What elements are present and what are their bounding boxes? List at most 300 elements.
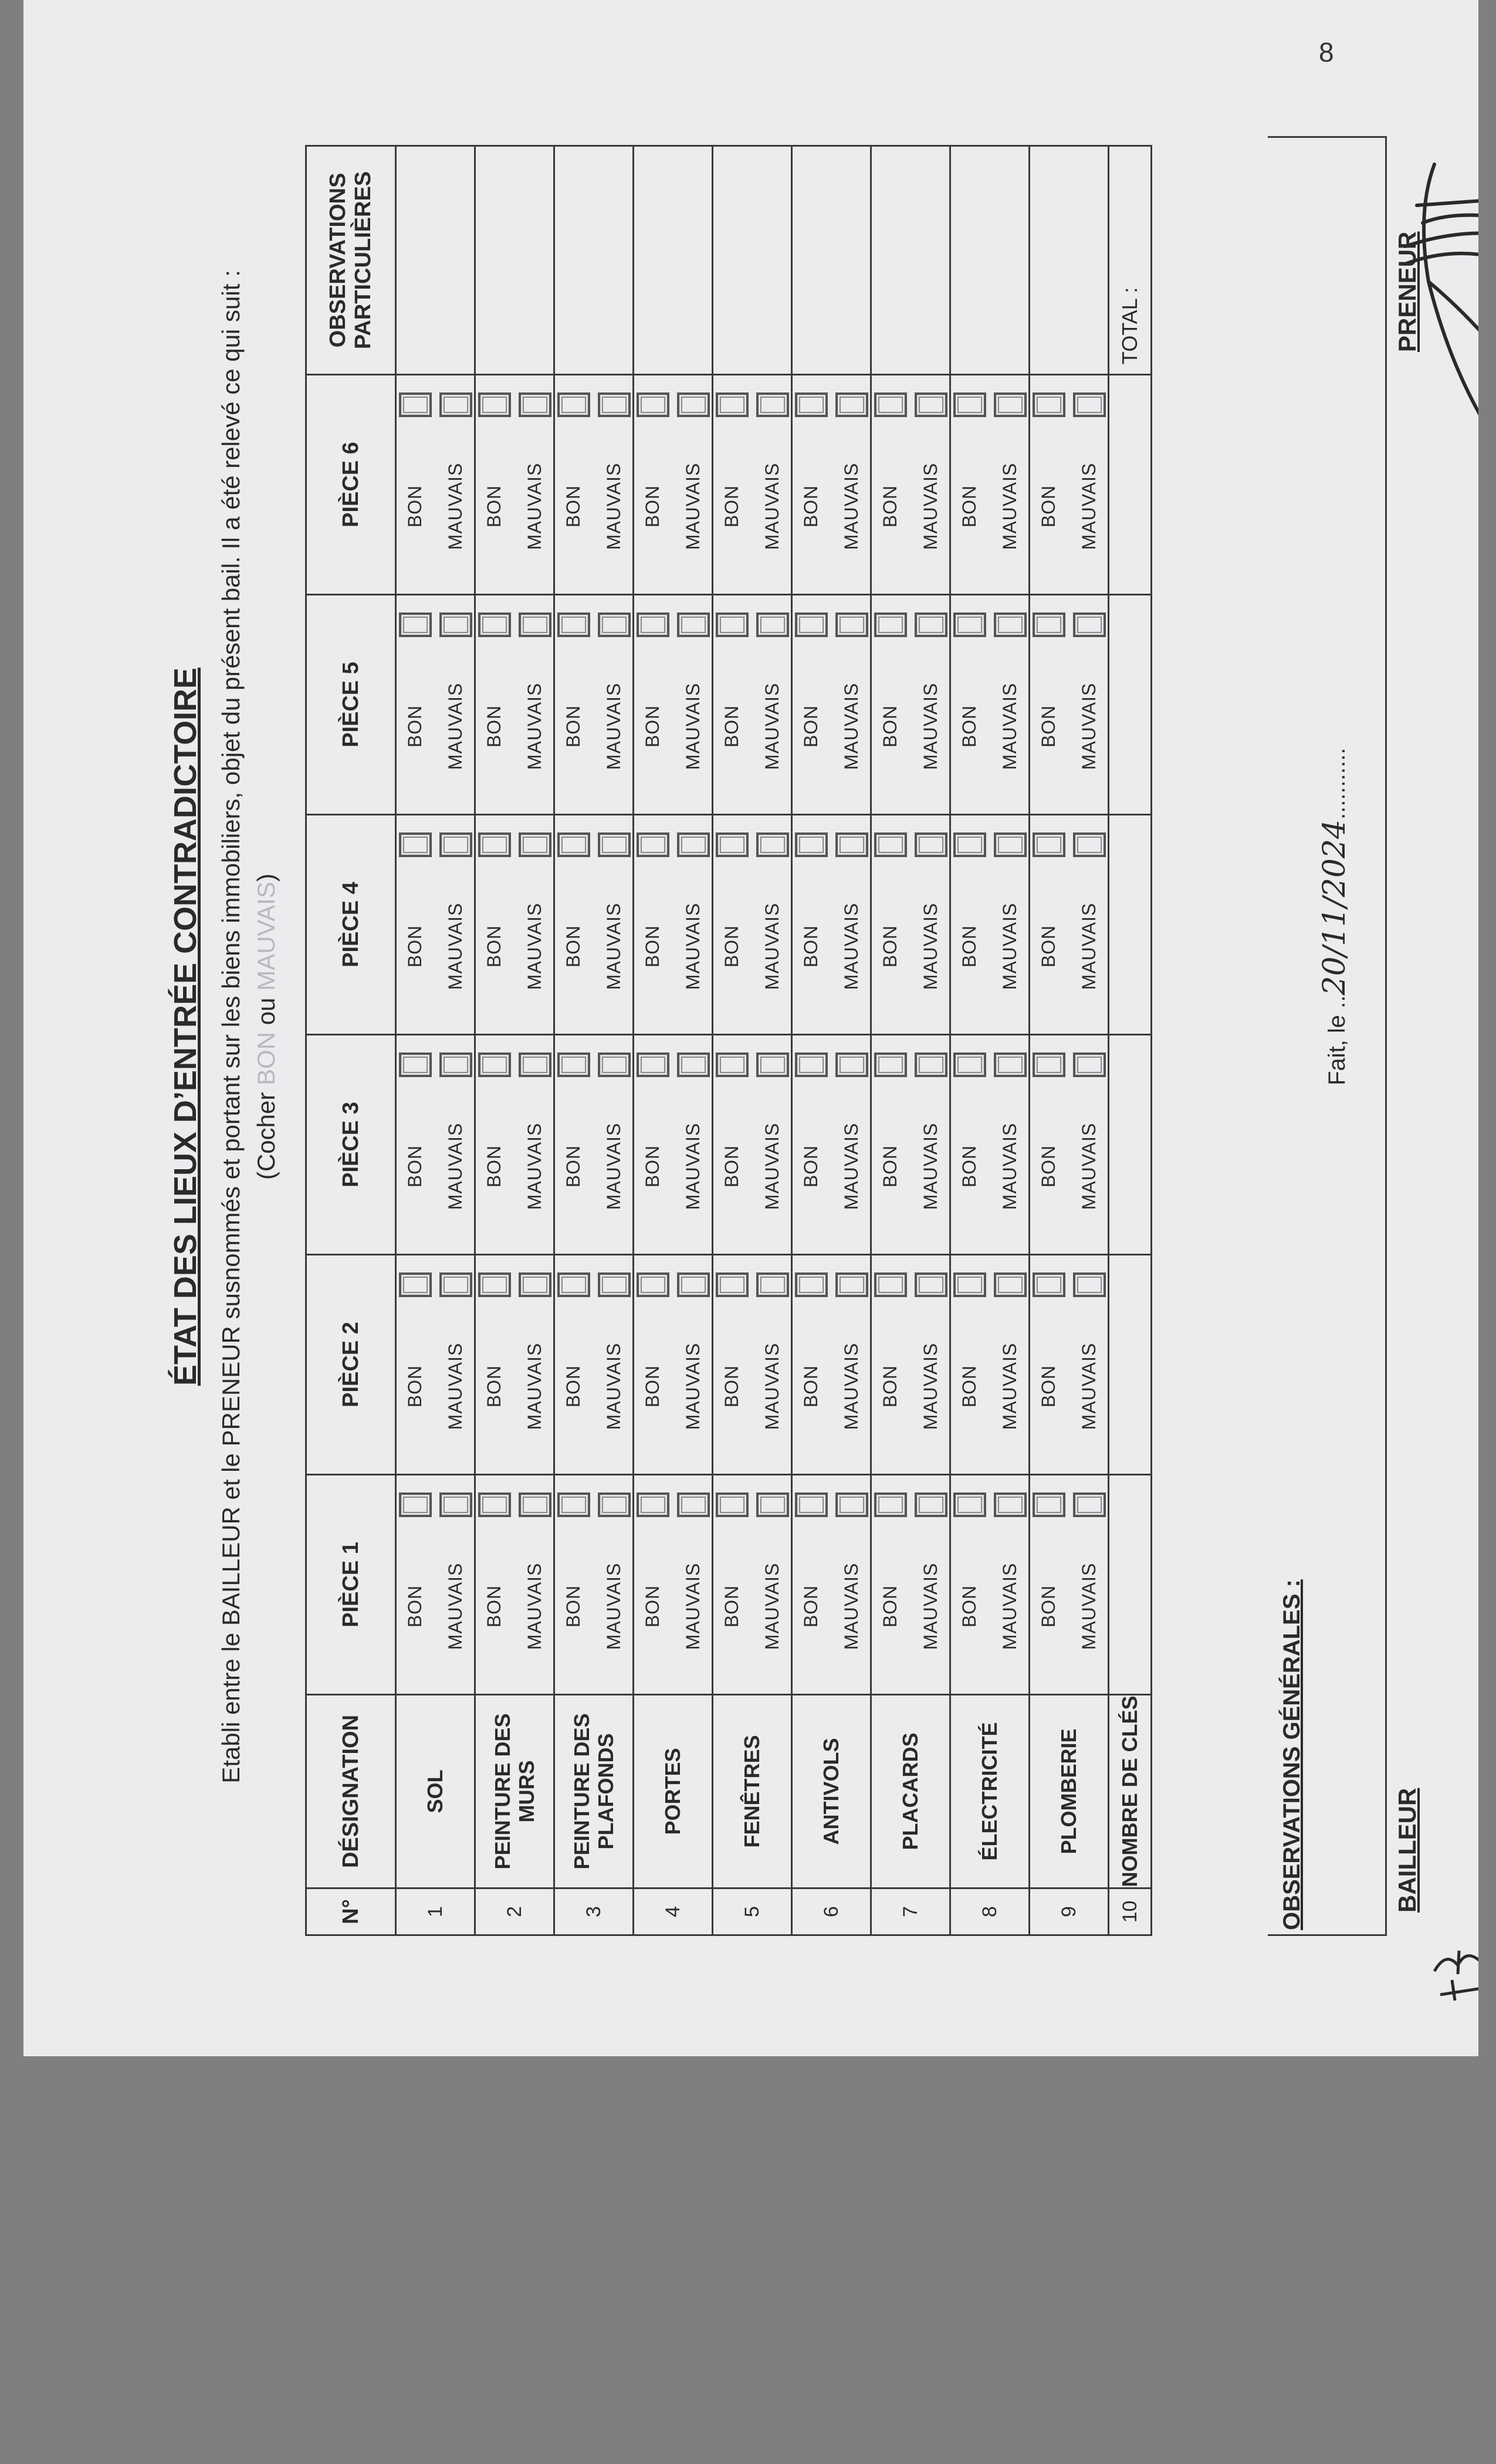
bad-checkbox[interactable]: [994, 832, 1027, 857]
bad-checkbox[interactable]: [994, 392, 1027, 417]
bad-checkbox[interactable]: [994, 1272, 1027, 1297]
piece-5-cell: [713, 595, 792, 815]
option-bad-label: MAUVAIS: [682, 1562, 703, 1650]
bad-checkbox[interactable]: [1073, 392, 1106, 417]
table-row: [713, 146, 792, 1935]
bad-checkbox[interactable]: [439, 1052, 472, 1077]
row-designation: PORTES: [634, 1695, 713, 1888]
option-bad-label: MAUVAIS: [524, 682, 545, 770]
piece-1-cell: [396, 1475, 475, 1695]
option-good-label: BON: [404, 1145, 425, 1188]
row-number: 2: [475, 1888, 554, 1935]
piece-6-cell: [396, 375, 475, 595]
piece-6-cell: [1030, 375, 1109, 595]
option-bad-label: MAUVAIS: [603, 1122, 624, 1210]
condition-cell: [397, 375, 474, 594]
keys-piece-3[interactable]: [1109, 1035, 1152, 1255]
bad-checkbox[interactable]: [598, 612, 631, 637]
condition-cell: [951, 1035, 1028, 1254]
bad-checkbox[interactable]: [439, 1492, 472, 1517]
keys-piece-1[interactable]: [1109, 1475, 1152, 1695]
option-bad-label: MAUVAIS: [999, 682, 1020, 770]
option-bad-label: MAUVAIS: [524, 1122, 545, 1210]
good-checkbox[interactable]: [399, 832, 432, 857]
observation-cell[interactable]: [1030, 146, 1109, 375]
good-checkbox[interactable]: [637, 832, 669, 857]
good-checkbox[interactable]: [399, 612, 432, 637]
option-bad-label: MAUVAIS: [524, 462, 545, 550]
good-checkbox[interactable]: [795, 392, 828, 417]
piece-3-cell: [950, 1035, 1030, 1255]
piece-3-cell: [475, 1035, 554, 1255]
option-good-label: BON: [800, 1585, 821, 1628]
observation-cell[interactable]: [950, 146, 1030, 375]
good-checkbox[interactable]: [953, 1272, 986, 1297]
option-good-label: BON: [404, 705, 425, 748]
bad-checkbox[interactable]: [1073, 1492, 1106, 1517]
bad-checkbox[interactable]: [677, 392, 710, 417]
option-bad-label: MAUVAIS: [1078, 1122, 1099, 1210]
option-bad-label: MAUVAIS: [761, 1122, 783, 1210]
good-checkbox[interactable]: [874, 1052, 907, 1077]
option-bad-label: MAUVAIS: [1078, 1342, 1099, 1430]
bad-checkbox[interactable]: [835, 392, 868, 417]
header-piece-5: PIÈCE 5: [306, 595, 396, 815]
good-checkbox[interactable]: [795, 832, 828, 857]
bad-checkbox[interactable]: [756, 1492, 789, 1517]
piece-1-cell: [950, 1475, 1030, 1695]
good-checkbox[interactable]: [637, 1492, 669, 1517]
bad-checkbox[interactable]: [915, 832, 947, 857]
option-good-label: BON: [879, 485, 901, 528]
preneur-label: PRENEUR: [1393, 231, 1421, 352]
good-checkbox[interactable]: [795, 612, 828, 637]
good-checkbox[interactable]: [1033, 1052, 1065, 1077]
option-good-label: BON: [800, 925, 821, 968]
bad-checkbox[interactable]: [677, 1052, 710, 1077]
bad-checkbox[interactable]: [519, 1052, 551, 1077]
bad-checkbox[interactable]: [1073, 612, 1106, 637]
option-bad-label: MAUVAIS: [920, 462, 941, 550]
row-number: 6: [792, 1888, 871, 1935]
good-checkbox[interactable]: [953, 392, 986, 417]
good-checkbox[interactable]: [399, 1492, 432, 1517]
option-bad-label: MAUVAIS: [1078, 1562, 1099, 1650]
condition-cell: [555, 815, 632, 1034]
good-checkbox[interactable]: [716, 832, 749, 857]
piece-1-cell: [713, 1475, 792, 1695]
option-good-label: BON: [800, 705, 821, 748]
bad-checkbox[interactable]: [677, 1272, 710, 1297]
good-checkbox[interactable]: [874, 832, 907, 857]
good-checkbox[interactable]: [716, 612, 749, 637]
condition-cell: [634, 375, 712, 594]
option-good-label: BON: [642, 1145, 663, 1188]
fait-suffix: ...........: [1324, 747, 1350, 820]
observation-cell[interactable]: [554, 146, 634, 375]
piece-5-cell: [475, 595, 554, 815]
option-good-label: BON: [959, 705, 980, 748]
piece-4-cell: [950, 815, 1030, 1035]
good-checkbox[interactable]: [478, 1272, 511, 1297]
good-checkbox[interactable]: [399, 1052, 432, 1077]
bad-checkbox[interactable]: [915, 1492, 947, 1517]
signature-date-line: [1317, 748, 1352, 1085]
good-checkbox[interactable]: [478, 832, 511, 857]
good-checkbox[interactable]: [874, 612, 907, 637]
observation-cell[interactable]: [475, 146, 554, 375]
bad-checkbox[interactable]: [756, 392, 789, 417]
good-checkbox[interactable]: [716, 1492, 749, 1517]
condition-cell: [634, 1475, 712, 1694]
header-observations: OBSERVATIONS PARTICULIÈRES: [306, 146, 396, 375]
condition-cell: [555, 595, 632, 814]
option-good-label: BON: [879, 1365, 901, 1408]
bad-checkbox[interactable]: [598, 392, 631, 417]
bad-checkbox[interactable]: [756, 1272, 789, 1297]
good-checkbox[interactable]: [478, 392, 511, 417]
option-good-label: BON: [721, 485, 742, 528]
condition-cell: [951, 375, 1028, 594]
bad-checkbox[interactable]: [994, 1492, 1027, 1517]
condition-cell: [634, 595, 712, 814]
condition-cell: [476, 1255, 553, 1474]
piece-2-cell: [554, 1255, 634, 1475]
good-checkbox[interactable]: [1033, 612, 1065, 637]
good-checkbox[interactable]: [953, 832, 986, 857]
condition-cell: [397, 815, 474, 1034]
piece-1-cell: [475, 1475, 554, 1695]
condition-cell: [793, 1475, 870, 1694]
row-number: 5: [713, 1888, 792, 1935]
check-instruction: [252, 117, 280, 1936]
page-number: 8: [1319, 37, 1334, 67]
option-bad-label: MAUVAIS: [999, 462, 1020, 550]
option-bad-label: MAUVAIS: [841, 1562, 862, 1650]
good-checkbox[interactable]: [557, 1052, 590, 1077]
option-bad-label: MAUVAIS: [445, 682, 466, 770]
condition-cell: [713, 375, 791, 594]
bad-checkbox[interactable]: [677, 1492, 710, 1517]
condition-cell: [397, 595, 474, 814]
good-checkbox[interactable]: [716, 392, 749, 417]
piece-6-cell: [554, 375, 634, 595]
condition-cell: [476, 1475, 553, 1694]
condition-cell: [555, 375, 632, 594]
bad-checkbox[interactable]: [439, 392, 472, 417]
bad-checkbox[interactable]: [915, 392, 947, 417]
option-good-label: BON: [959, 925, 980, 968]
bailleur-label: BAILLEUR: [1393, 1788, 1421, 1913]
bad-checkbox[interactable]: [915, 1272, 947, 1297]
option-bad-label: MAUVAIS: [761, 462, 783, 550]
good-checkbox[interactable]: [557, 1272, 590, 1297]
option-good-label: BON: [483, 705, 505, 748]
good-checkbox[interactable]: [874, 392, 907, 417]
hint-or: ou: [252, 997, 280, 1025]
option-bad-label: MAUVAIS: [445, 1342, 466, 1430]
option-good-label: BON: [721, 1365, 742, 1408]
condition-cell: [951, 1475, 1028, 1694]
bad-checkbox[interactable]: [439, 832, 472, 857]
observation-cell[interactable]: [713, 146, 792, 375]
keys-row: [1109, 146, 1152, 1935]
bad-checkbox[interactable]: [835, 1272, 868, 1297]
option-bad-label: MAUVAIS: [524, 1342, 545, 1430]
good-checkbox[interactable]: [953, 1492, 986, 1517]
preneur-signature: [1382, 153, 1478, 458]
piece-2-cell: [634, 1255, 713, 1475]
piece-5-cell: [792, 595, 871, 815]
condition-cell: [1030, 1475, 1108, 1694]
option-bad-label: MAUVAIS: [524, 902, 545, 990]
option-good-label: BON: [959, 485, 980, 528]
option-bad-label: MAUVAIS: [445, 1562, 466, 1650]
option-good-label: BON: [721, 1145, 742, 1188]
bad-checkbox[interactable]: [835, 1492, 868, 1517]
bad-checkbox[interactable]: [519, 392, 551, 417]
bad-checkbox[interactable]: [519, 832, 551, 857]
condition-cell: [872, 1035, 949, 1254]
good-checkbox[interactable]: [637, 612, 669, 637]
option-bad-label: MAUVAIS: [841, 682, 862, 770]
bad-checkbox[interactable]: [756, 612, 789, 637]
piece-4-cell: [1030, 815, 1109, 1035]
piece-6-cell: [475, 375, 554, 595]
condition-cell: [1030, 1255, 1108, 1474]
piece-2-cell: [1030, 1255, 1109, 1475]
good-checkbox[interactable]: [1033, 1272, 1065, 1297]
good-checkbox[interactable]: [637, 392, 669, 417]
scanned-page: [23, 0, 1478, 2056]
bad-checkbox[interactable]: [439, 1272, 472, 1297]
option-good-label: BON: [721, 1585, 742, 1628]
good-checkbox[interactable]: [953, 1052, 986, 1077]
keys-piece-5[interactable]: [1109, 595, 1152, 815]
row-number: 1: [396, 1888, 475, 1935]
bad-checkbox[interactable]: [756, 832, 789, 857]
keys-piece-4[interactable]: [1109, 815, 1152, 1035]
table-row: [396, 146, 475, 1935]
bad-checkbox[interactable]: [915, 1052, 947, 1077]
piece-6-cell: [713, 375, 792, 595]
bad-checkbox[interactable]: [598, 1492, 631, 1517]
bad-checkbox[interactable]: [1073, 1272, 1106, 1297]
piece-2-cell: [792, 1255, 871, 1475]
good-checkbox[interactable]: [795, 1052, 828, 1077]
piece-3-cell: [792, 1035, 871, 1255]
bad-checkbox[interactable]: [1073, 832, 1106, 857]
option-bad-label: MAUVAIS: [999, 1342, 1020, 1430]
condition-cell: [1030, 595, 1108, 814]
option-good-label: BON: [563, 1365, 584, 1408]
observation-cell[interactable]: [396, 146, 475, 375]
option-good-label: BON: [404, 485, 425, 528]
good-checkbox[interactable]: [716, 1052, 749, 1077]
condition-cell: [951, 595, 1028, 814]
observation-cell[interactable]: [871, 146, 950, 375]
condition-cell: [476, 1035, 553, 1254]
good-checkbox[interactable]: [478, 1492, 511, 1517]
option-bad-label: MAUVAIS: [682, 1122, 703, 1210]
option-bad-label: MAUVAIS: [920, 1562, 941, 1650]
good-checkbox[interactable]: [557, 1492, 590, 1517]
good-checkbox[interactable]: [874, 1272, 907, 1297]
option-bad-label: MAUVAIS: [682, 1342, 703, 1430]
good-checkbox[interactable]: [557, 612, 590, 637]
good-checkbox[interactable]: [557, 392, 590, 417]
bad-checkbox[interactable]: [519, 1492, 551, 1517]
piece-4-cell: [634, 815, 713, 1035]
good-checkbox[interactable]: [953, 612, 986, 637]
piece-4-cell: [871, 815, 950, 1035]
condition-cell: [713, 595, 791, 814]
piece-3-cell: [871, 1035, 950, 1255]
good-checkbox[interactable]: [399, 392, 432, 417]
condition-cell: [397, 1475, 474, 1694]
option-good-label: BON: [800, 1365, 821, 1408]
bad-checkbox[interactable]: [835, 612, 868, 637]
option-bad-label: MAUVAIS: [1078, 682, 1099, 770]
condition-cell: [634, 1035, 712, 1254]
bad-checkbox[interactable]: [598, 1272, 631, 1297]
condition-cell: [951, 1255, 1028, 1474]
keys-piece-6[interactable]: [1109, 375, 1152, 595]
bad-checkbox[interactable]: [439, 612, 472, 637]
option-bad-label: MAUVAIS: [445, 462, 466, 550]
row-number: 3: [554, 1888, 634, 1935]
option-bad-label: MAUVAIS: [445, 1122, 466, 1210]
option-good-label: BON: [879, 1145, 901, 1188]
option-bad-label: MAUVAIS: [603, 1342, 624, 1430]
condition-cell: [555, 1475, 632, 1694]
bad-checkbox[interactable]: [835, 1052, 868, 1077]
row-designation: PLACARDS: [871, 1695, 950, 1888]
option-bad-label: MAUVAIS: [682, 462, 703, 550]
option-good-label: BON: [642, 1365, 663, 1408]
condition-cell: [951, 815, 1028, 1034]
option-good-label: BON: [800, 1145, 821, 1188]
good-checkbox[interactable]: [557, 832, 590, 857]
good-checkbox[interactable]: [1033, 832, 1065, 857]
observation-cell[interactable]: [634, 146, 713, 375]
condition-cell: [1030, 375, 1108, 594]
condition-cell: [397, 1035, 474, 1254]
condition-cell: [476, 375, 553, 594]
option-bad-label: MAUVAIS: [841, 1122, 862, 1210]
row-designation: PEINTURE DES PLAFONDS: [554, 1695, 634, 1888]
option-good-label: BON: [483, 1145, 505, 1188]
good-checkbox[interactable]: [478, 1052, 511, 1077]
bad-checkbox[interactable]: [994, 612, 1027, 637]
piece-1-cell: [1030, 1475, 1109, 1695]
piece-3-cell: [1030, 1035, 1109, 1255]
option-good-label: BON: [642, 485, 663, 528]
good-checkbox[interactable]: [637, 1272, 669, 1297]
piece-6-cell: [792, 375, 871, 595]
condition-cell: [872, 1255, 949, 1474]
bad-checkbox[interactable]: [598, 1052, 631, 1077]
piece-2-cell: [871, 1255, 950, 1475]
option-bad-label: MAUVAIS: [524, 1562, 545, 1650]
good-checkbox[interactable]: [1033, 392, 1065, 417]
good-checkbox[interactable]: [795, 1492, 828, 1517]
piece-3-cell: [634, 1035, 713, 1255]
option-good-label: BON: [959, 1365, 980, 1408]
condition-cell: [793, 1035, 870, 1254]
table-row: [1030, 146, 1109, 1935]
option-good-label: BON: [483, 1585, 505, 1628]
hint-suffix: ): [252, 873, 280, 882]
option-good-label: BON: [642, 925, 663, 968]
piece-5-cell: [634, 595, 713, 815]
inventory-table: [305, 145, 1152, 1936]
option-bad-label: MAUVAIS: [761, 902, 783, 990]
condition-cell: [793, 1255, 870, 1474]
option-good-label: BON: [1038, 705, 1059, 748]
piece-4-cell: [396, 815, 475, 1035]
good-checkbox[interactable]: [399, 1272, 432, 1297]
condition-cell: [872, 595, 949, 814]
good-checkbox[interactable]: [795, 1272, 828, 1297]
condition-cell: [476, 815, 553, 1034]
option-bad-label: MAUVAIS: [682, 682, 703, 770]
bad-checkbox[interactable]: [519, 612, 551, 637]
bad-checkbox[interactable]: [677, 612, 710, 637]
table-row: [950, 146, 1030, 1935]
option-good-label: BON: [563, 1585, 584, 1628]
condition-cell: [793, 595, 870, 814]
bad-checkbox[interactable]: [677, 832, 710, 857]
good-checkbox[interactable]: [478, 612, 511, 637]
option-bad-label: MAUVAIS: [603, 682, 624, 770]
condition-cell: [397, 1255, 474, 1474]
row-number: 4: [634, 1888, 713, 1935]
condition-cell: [713, 1035, 791, 1254]
option-bad-label: MAUVAIS: [841, 902, 862, 990]
keys-total: TOTAL :: [1109, 146, 1152, 375]
bad-checkbox[interactable]: [915, 612, 947, 637]
option-good-label: BON: [563, 925, 584, 968]
piece-1-cell: [792, 1475, 871, 1695]
piece-3-cell: [554, 1035, 634, 1255]
row-number: 8: [950, 1888, 1030, 1935]
bad-checkbox[interactable]: [756, 1052, 789, 1077]
bad-checkbox[interactable]: [835, 832, 868, 857]
piece-3-cell: [396, 1035, 475, 1255]
good-checkbox[interactable]: [874, 1492, 907, 1517]
bad-checkbox[interactable]: [598, 832, 631, 857]
bad-checkbox[interactable]: [994, 1052, 1027, 1077]
row-designation: FENÊTRES: [713, 1695, 792, 1888]
good-checkbox[interactable]: [1033, 1492, 1065, 1517]
option-bad-label: MAUVAIS: [999, 902, 1020, 990]
condition-cell: [872, 1475, 949, 1694]
piece-6-cell: [950, 375, 1030, 595]
table-row: [634, 146, 713, 1935]
observation-cell[interactable]: [792, 146, 871, 375]
fait-prefix: Fait, le ..: [1324, 995, 1350, 1085]
keys-piece-2[interactable]: [1109, 1255, 1152, 1475]
bad-checkbox[interactable]: [519, 1272, 551, 1297]
good-checkbox[interactable]: [637, 1052, 669, 1077]
good-checkbox[interactable]: [716, 1272, 749, 1297]
bad-checkbox[interactable]: [1073, 1052, 1106, 1077]
option-bad-label: MAUVAIS: [920, 682, 941, 770]
condition-cell: [713, 815, 791, 1034]
condition-cell: [634, 815, 712, 1034]
row-designation: PEINTURE DES MURS: [475, 1695, 554, 1888]
